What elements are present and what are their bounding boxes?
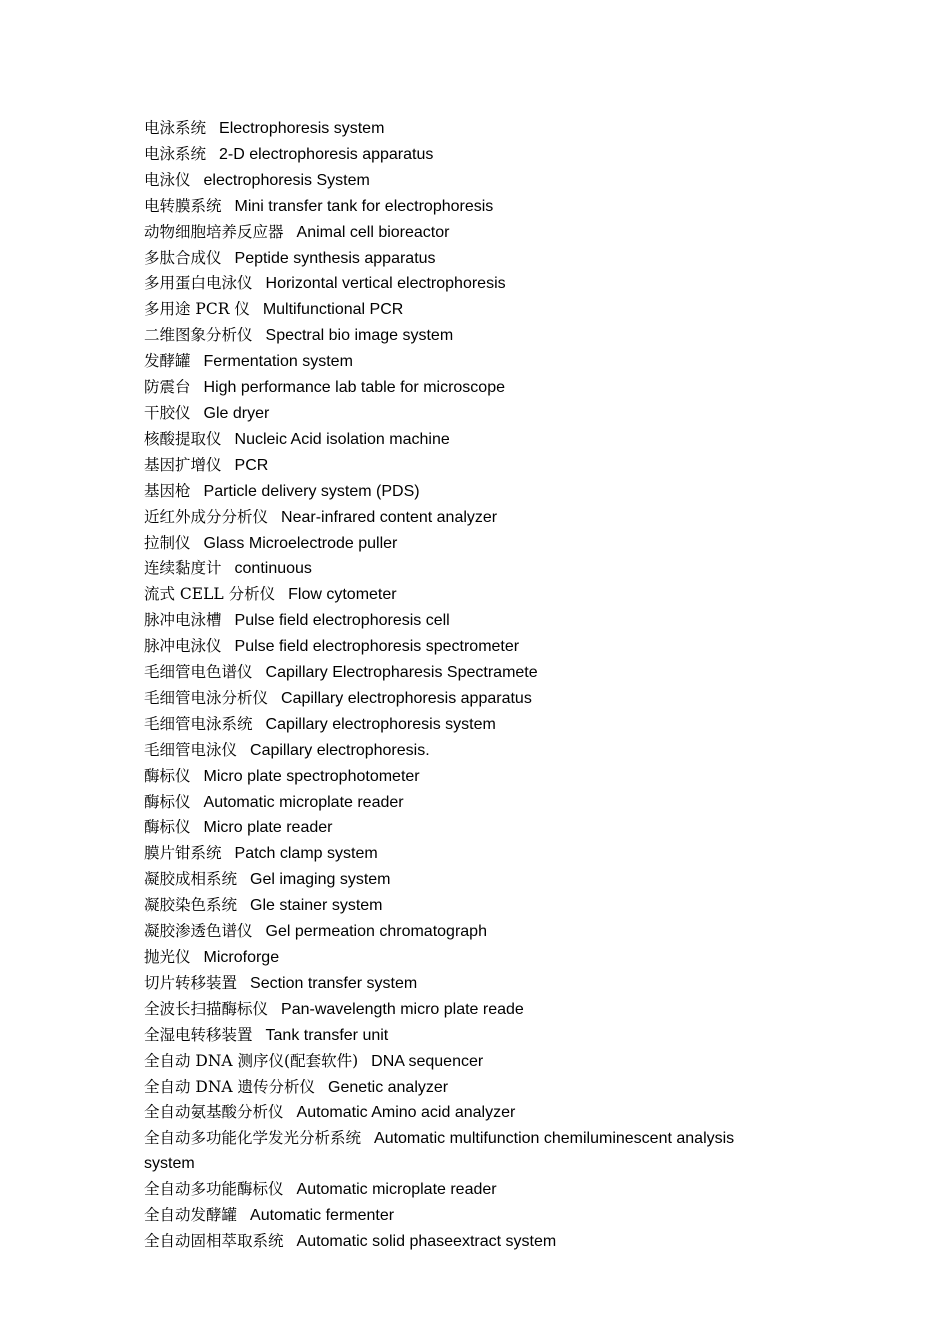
term-chinese: 近红外成分分析仪: [144, 507, 269, 526]
glossary-entry: [144, 479, 784, 505]
glossary-entry: [144, 867, 784, 893]
glossary-entry: [144, 738, 784, 764]
glossary-entry: [144, 142, 784, 168]
glossary-entry: [144, 1126, 784, 1177]
glossary-list: [144, 116, 784, 1255]
term-chinese: 全自动多功能酶标仪: [144, 1180, 284, 1199]
glossary-entry: [144, 1023, 784, 1049]
glossary-entry: [144, 1229, 784, 1255]
term-chinese: 核酸提取仪: [144, 429, 222, 448]
glossary-entry: [144, 246, 784, 272]
term-chinese: 全波长扫描酶标仪: [144, 999, 269, 1018]
glossary-entry: [144, 349, 784, 375]
glossary-entry: [144, 686, 784, 712]
term-english: Pulse field electrophoresis spectrometer: [234, 638, 520, 656]
term-english: Section transfer system: [250, 974, 418, 992]
glossary-entry: [144, 971, 784, 997]
term-english: Flow cytometer: [288, 586, 397, 604]
term-english: PCR: [234, 456, 269, 474]
term-english: Gle stainer system: [250, 897, 383, 915]
term-english: Near-infrared content analyzer: [281, 508, 498, 526]
term-english: Horizontal vertical electrophoresis: [265, 275, 506, 293]
term-chinese: 酶标仪: [144, 818, 191, 837]
glossary-entry: [144, 764, 784, 790]
term-chinese: 全自动固相萃取系统: [144, 1231, 284, 1250]
term-english: Capillary electrophoresis.: [250, 741, 430, 759]
glossary-entry: [144, 505, 784, 531]
term-chinese: 全自动发酵罐: [144, 1206, 238, 1225]
term-chinese: 二维图象分析仪: [144, 326, 253, 345]
term-english: Pan-wavelength micro plate reade: [281, 1000, 524, 1018]
term-chinese: 膜片钳系统: [144, 844, 222, 863]
term-chinese: 多用蛋白电泳仪: [144, 274, 253, 293]
term-english: Automatic fermenter: [250, 1207, 395, 1225]
term-chinese: 全自动多功能化学发光分析系统: [144, 1129, 362, 1148]
term-english: Automatic solid phaseextract system: [296, 1232, 557, 1250]
term-chinese: 全湿电转移装置: [144, 1025, 253, 1044]
term-english: continuous: [234, 560, 312, 578]
glossary-entry: [144, 116, 784, 142]
glossary-entry: [144, 660, 784, 686]
glossary-entry: [144, 841, 784, 867]
term-english: Micro plate reader: [203, 819, 333, 837]
term-english: Patch clamp system: [234, 845, 378, 863]
term-chinese: 脉冲电泳仪: [144, 637, 222, 656]
term-english: Spectral bio image system: [265, 327, 454, 345]
term-chinese: 电泳仪: [144, 170, 191, 189]
term-chinese: 全自动 DNA 遗传分析仪: [144, 1077, 316, 1096]
term-chinese: 酶标仪: [144, 792, 191, 811]
term-chinese: 毛细管电泳分析仪: [144, 688, 269, 707]
term-chinese: 电转膜系统: [144, 196, 222, 215]
term-english: Automatic Amino acid analyzer: [296, 1104, 516, 1122]
term-chinese: 多肽合成仪: [144, 248, 222, 267]
term-chinese: 防震台: [144, 378, 191, 397]
glossary-entry: [144, 220, 784, 246]
term-chinese: 全自动 DNA 测序仪(配套软件): [144, 1051, 359, 1070]
term-english: Gel imaging system: [250, 871, 391, 889]
glossary-entry: [144, 815, 784, 841]
term-english: Multifunctional PCR: [262, 301, 404, 319]
term-english: Nucleic Acid isolation machine: [234, 430, 450, 448]
term-english: Micro plate spectrophotometer: [203, 767, 420, 785]
term-english: Electrophoresis system: [219, 120, 385, 137]
term-chinese: 动物细胞培养反应器: [144, 222, 284, 241]
glossary-entry: [144, 1177, 784, 1203]
glossary-entry: [144, 168, 784, 194]
glossary-entry: [144, 556, 784, 582]
term-chinese: 凝胶渗透色谱仪: [144, 922, 253, 941]
term-english: Pulse field electrophoresis cell: [234, 612, 450, 630]
glossary-entry: [144, 1203, 784, 1229]
term-chinese: 基因扩增仪: [144, 455, 222, 474]
term-english: Automatic multifunction chemiluminescent analysis system: [144, 1130, 735, 1173]
glossary-entry: [144, 608, 784, 634]
glossary-entry: [144, 634, 784, 660]
glossary-entry: [144, 401, 784, 427]
term-chinese: 毛细管电泳系统: [144, 714, 253, 733]
term-chinese: 毛细管电色谱仪: [144, 663, 253, 682]
glossary-entry: [144, 427, 784, 453]
term-english: Capillary Electropharesis Spectramete: [265, 664, 538, 682]
term-chinese: 拉制仪: [144, 533, 191, 552]
term-english: Automatic microplate reader: [296, 1181, 497, 1199]
term-english: DNA sequencer: [371, 1052, 484, 1070]
glossary-entry: [144, 531, 784, 557]
term-english: Tank transfer unit: [265, 1026, 389, 1044]
term-english: High performance lab table for microscope: [203, 379, 505, 397]
glossary-entry: [144, 375, 784, 401]
term-english: Automatic microplate reader: [203, 793, 404, 811]
term-english: 2-D electrophoresis apparatus: [219, 145, 434, 163]
glossary-entry: [144, 297, 784, 323]
glossary-entry: [144, 323, 784, 349]
term-english: Gle dryer: [203, 404, 270, 422]
term-english: Particle delivery system (PDS): [203, 482, 420, 500]
term-english: Gel permeation chromatograph: [265, 923, 487, 941]
term-chinese: 多用途 PCR 仪: [144, 300, 250, 319]
term-english: Peptide synthesis apparatus: [234, 249, 436, 267]
glossary-entry: [144, 997, 784, 1023]
term-chinese: 切片转移装置: [144, 973, 238, 992]
term-chinese: 干胶仪: [144, 403, 191, 422]
term-chinese: 电泳系统: [144, 119, 207, 137]
glossary-entry: [144, 712, 784, 738]
glossary-entry: [144, 1049, 784, 1075]
glossary-entry: [144, 945, 784, 971]
term-chinese: 发酵罐: [144, 352, 191, 371]
term-chinese: 电泳系统: [144, 144, 207, 163]
term-english: Glass Microelectrode puller: [203, 534, 398, 552]
glossary-entry: [144, 453, 784, 479]
term-english: Capillary electrophoresis system: [265, 715, 496, 733]
term-chinese: 抛光仪: [144, 948, 191, 966]
term-chinese: 毛细管电泳仪: [144, 740, 238, 759]
term-english: Animal cell bioreactor: [296, 223, 450, 241]
glossary-entry: [144, 893, 784, 919]
term-chinese: 脉冲电泳槽: [144, 611, 222, 630]
term-chinese: 连续黏度计: [144, 559, 222, 578]
glossary-entry: [144, 919, 784, 945]
term-english: Capillary electrophoresis apparatus: [281, 689, 532, 707]
term-chinese: 凝胶染色系统: [144, 896, 238, 915]
glossary-entry: [144, 1075, 784, 1101]
term-chinese: 凝胶成相系统: [144, 870, 238, 889]
term-chinese: 基因枪: [144, 481, 191, 500]
glossary-entry: [144, 1100, 784, 1126]
glossary-entry: [144, 194, 784, 220]
term-english: Microforge: [203, 949, 280, 966]
term-english: electrophoresis System: [203, 171, 370, 189]
glossary-entry: [144, 271, 784, 297]
glossary-entry: [144, 790, 784, 816]
glossary-entry: [144, 582, 784, 608]
term-chinese: 酶标仪: [144, 766, 191, 785]
term-chinese: 流式 CELL 分析仪: [144, 585, 276, 604]
term-english: Fermentation system: [203, 353, 353, 371]
term-english: Mini transfer tank for electrophoresis: [234, 197, 494, 215]
term-english: Genetic analyzer: [328, 1078, 449, 1096]
term-chinese: 全自动氨基酸分析仪: [144, 1103, 284, 1122]
